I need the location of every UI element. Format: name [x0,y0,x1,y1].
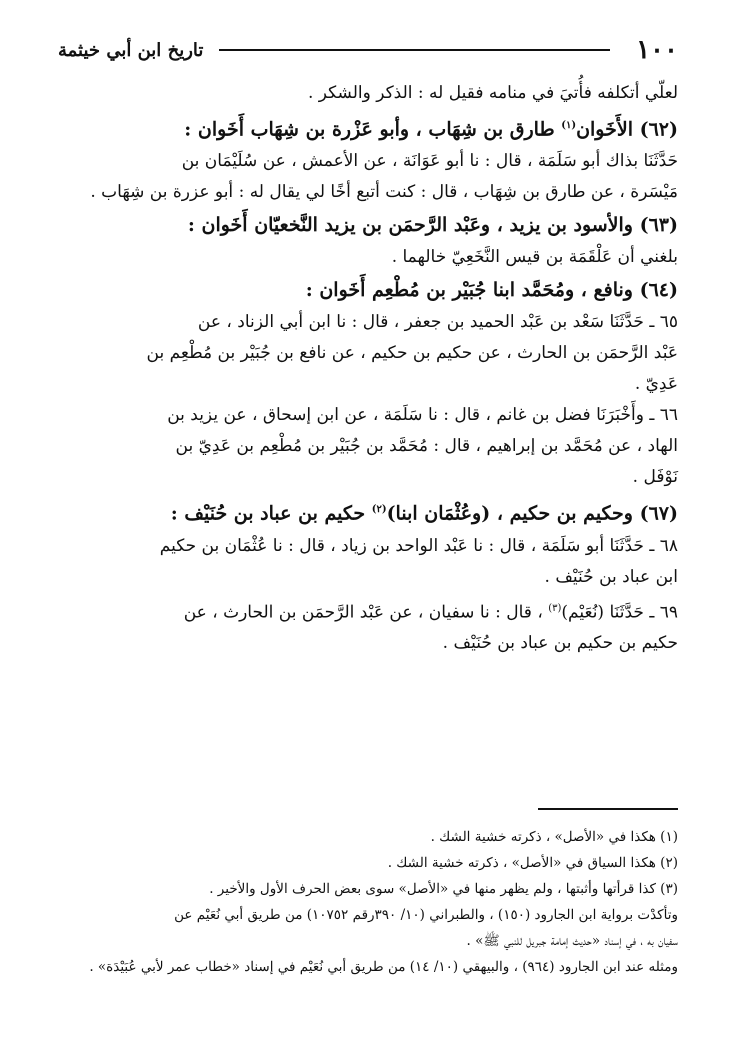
footnote-line: ومثله عند ابن الجارود (٩٦٤) ، والبيهقي (١٠/ ١٤) من طريق أبي نُعَيْم في إسناد «خطاب عمر لأبي عُبَيْدَة» . [89,959,678,975]
line-text: ٦٨ ـ حَدَّثَنَا أبو سَلَمَة ، قال : نا عَبْد الواحد بن زياد ، قال : نا عُثْمَان بن حكيم [159,535,678,556]
text-line [58,369,678,400]
text-line [58,400,678,431]
text-line [58,593,678,629]
line-text: (٦٢) الأَخَوان [576,118,678,141]
text-line [58,562,678,593]
footnote-line: وتأكدْت برواية ابن الجارود (١٥٠) ، والطبراني (١٠/ ٣٩٠رقم ١٠٧٥٢) من طريق أبي نُعَيْم عن [174,907,678,923]
line-text: نَوْفَل . [632,467,678,488]
footnote-line: (٣) كذا قرأتها وأثبتها ، ولم يظهر منها في «الأصل» سوى بعض الحرف الأول والأخير . [209,881,678,897]
footnote-ref: (٣) [548,602,562,614]
text-line [58,146,678,177]
book-title: تاريخ ابن أبي خيثمة [58,39,204,61]
footnote-ref: (٢) [371,504,387,516]
line-text: الهاد ، عن مُحَمَّد بن إبراهيم ، قال : مُحَمَّد بن جُبَيْر بن مُطْعِم بن عَدِيّ بن [175,436,678,457]
text-line [58,431,678,462]
line-text: حَدَّثَنَا بذاك أبو سَلَمَة ، قال : نا أبو عَوَانَة ، عن الأعمش ، عن سُلَيْمَان بن [181,151,678,172]
text-line [58,531,678,562]
line-text: مَيْسَرة ، عن طارق بن شِهَاب ، قال : كنت أتبع أخًا لي يقال له : أبو عزرة بن شِهَاب . [90,182,678,203]
line-text-after: ، قال : نا سفيان ، عن عَبْد الرَّحمَن بن الحارث ، عن [183,602,549,623]
line-text-after: حكيم بن عباد بن حُنَيْف : [170,502,372,525]
line-text: ٦٦ ـ وأَخْبَرَنَا فضل بن غانم ، قال : نا سَلَمَة ، عن ابن إسحاق ، عن يزيد بن [167,405,678,426]
text-line [58,78,678,109]
line-text: عَدِيّ . [634,374,678,395]
page-header [58,28,678,72]
line-text: ٦٥ ـ حَدَّثَنَا سَعْد بن عَبْد الحميد بن جعفر ، قال : نا ابن أبي الزناد ، عن [197,312,678,333]
line-text: ابن عباد بن حُنَيْف . [544,566,678,587]
line-text: (٦٣) والأسود بن يزيد ، وعَبْد الرَّحمَن بن يزيد النَّخعيّان أَخَوان : [187,214,678,237]
line-text: حكيم بن حكيم بن عباد بن حُنَيْف . [442,633,678,654]
footnote-line: (٢) هكذا السياق في «الأصل» ، ذكرته خشية الشك . [387,855,678,871]
footnote-line: (١) هكذا في «الأصل» ، ذكرته خشية الشك . [430,829,678,845]
section-heading [58,273,678,307]
section-heading [58,493,678,530]
line-text: (٦٧) وحكيم بن حكيم ، (وعُثْمَان ابنا) [386,502,678,525]
line-text: (٦٤) ونافع ، ومُحَمَّد ابنا جُبَيْر بن مُطْعِم أَخَوان : [305,279,678,302]
section-heading [58,208,678,242]
text-line [58,242,678,273]
footnote-ref: (١) [561,120,577,131]
footnote-line: سفيان به ، في إسناد «حديث إمامة جبريل للنبي ﷺ» . [466,933,678,949]
text-line [58,307,678,338]
text-line [58,338,678,369]
line-text: بلغني أن عَلْقَمَة بن قيس النَّخَعِيّ خالهما . [391,247,678,268]
line-text: عَبْد الرَّحمَن بن الحارث ، عن حكيم بن حكيم ، عن نافع بن جُبَيْر بن مُطْعِم بن [146,343,678,364]
page-number: ١٠٠ [636,35,678,65]
line-text: لعلّي أتكلفه فأُتيَ في منامه فقيل له : الذكر والشكر . [307,83,678,103]
line-text: ٦٩ ـ حَدَّثَنَا (نُعَيْم) [561,602,678,623]
book-page [58,28,678,1038]
section-heading [58,109,678,146]
text-line [58,462,678,493]
header-rule [219,49,610,51]
text-line [58,628,678,659]
text-line [58,177,678,208]
line-text-after: طارق بن شِهَاب ، وأبو عَزْرة بن شِهَاب أَخَوان : [184,118,562,141]
footnotes [58,824,678,980]
page-body [58,78,678,659]
footnote-rule [538,808,678,810]
